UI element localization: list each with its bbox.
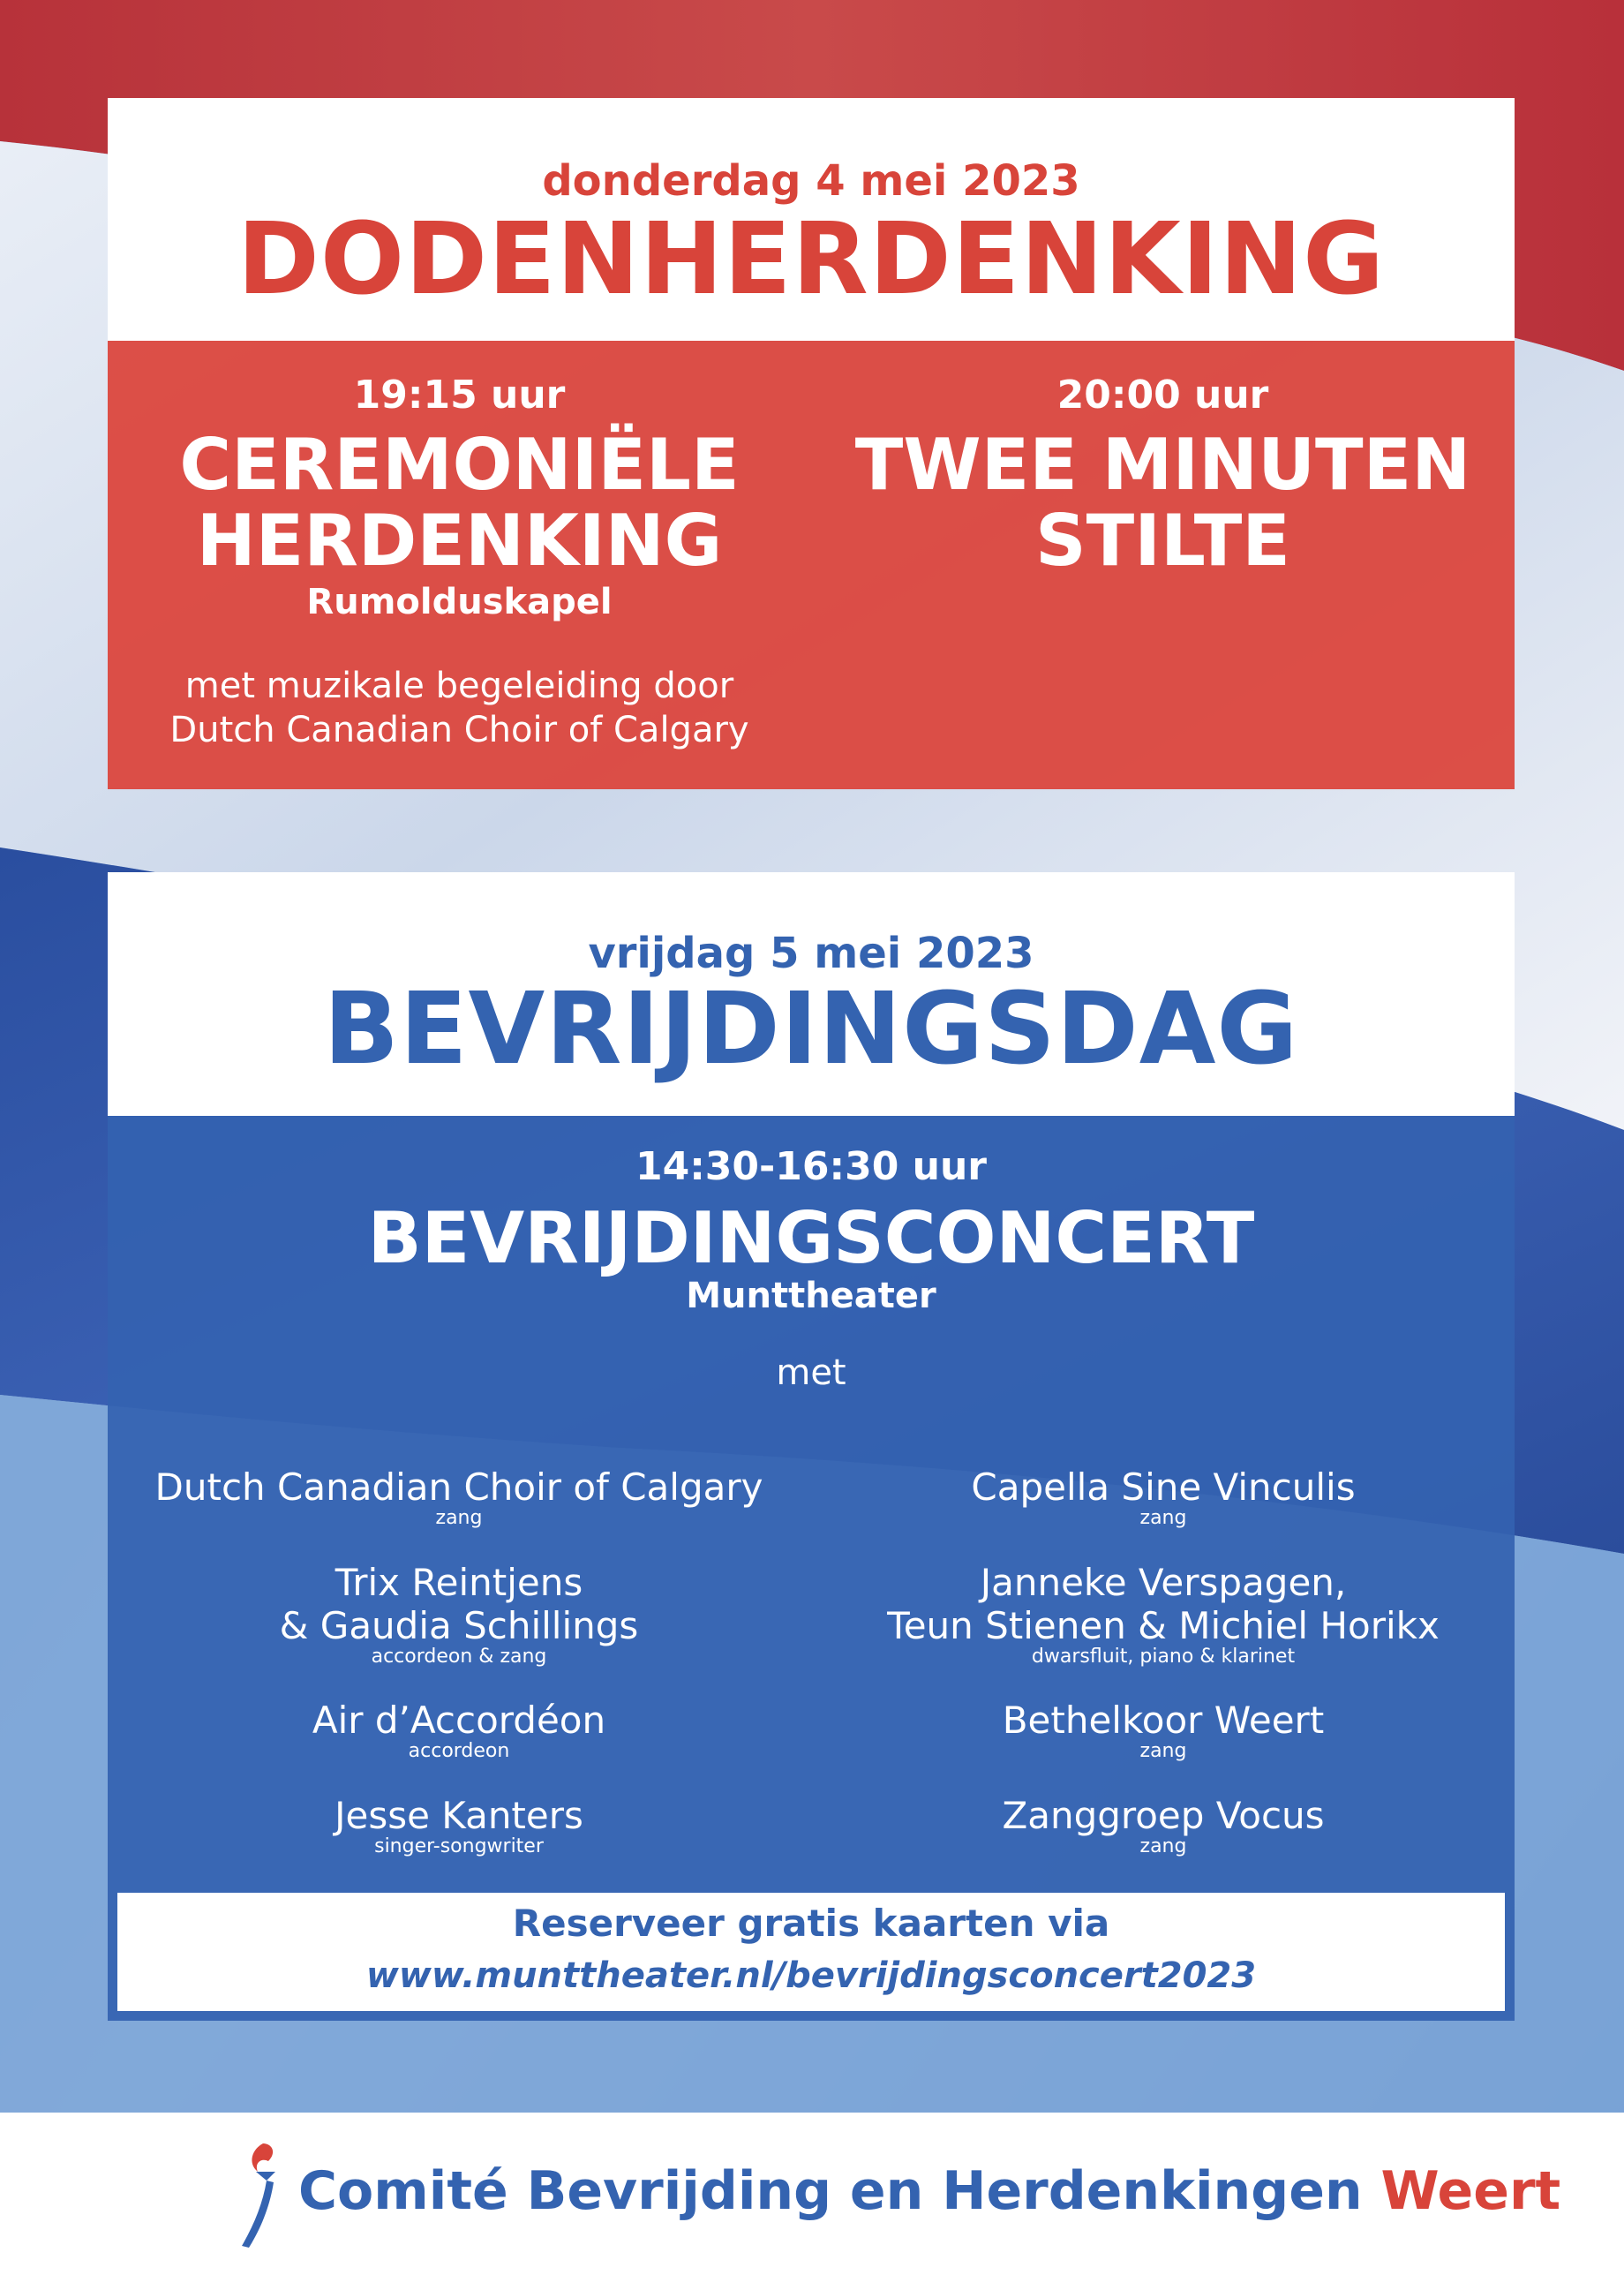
remembrance-header (108, 98, 1515, 341)
concert-block (108, 1144, 1515, 1395)
ceremony-venue: Rumolduskapel (306, 582, 613, 622)
performer (819, 1794, 1507, 1857)
concert-title: BEVRIJDINGSCONCERT (367, 1197, 1255, 1279)
performer (115, 1561, 803, 1667)
performer-role: zang (1139, 1507, 1187, 1529)
performer-name: Jesse Kanters (335, 1794, 583, 1837)
performer-role: zang (1139, 1740, 1187, 1762)
performer-role: accordeon & zang (371, 1646, 547, 1668)
reservation-box (117, 1893, 1505, 2011)
liberation-body (108, 1116, 1515, 2021)
performer (115, 1465, 803, 1528)
performer (115, 1699, 803, 1761)
performer-role: singer-songwriter (374, 1835, 544, 1857)
silence-column (811, 373, 1515, 582)
ceremony-column (108, 373, 811, 752)
silence-time: 20:00 uur (1056, 373, 1269, 418)
reservation-url[interactable]: www.munttheater.nl/bevrijdingsconcert2023 (365, 1955, 1257, 1996)
concert-time: 14:30-16:30 uur (635, 1144, 988, 1189)
performer-name-line2: & Gaudia Schillings (279, 1604, 639, 1647)
concert-with: met (776, 1352, 846, 1393)
concert-venue: Munttheater (686, 1276, 936, 1316)
silence-title-line2: STILTE (1035, 500, 1290, 582)
performer-role: zang (1139, 1835, 1187, 1857)
performer-role: zang (435, 1507, 483, 1529)
ceremony-note-line1: met muzikale begeleiding door (184, 666, 734, 706)
performer (819, 1561, 1507, 1667)
organization-city: Weert (1380, 2160, 1561, 2222)
organization-name (298, 2160, 1561, 2222)
performer-name: Janneke Verspagen, (980, 1561, 1347, 1604)
performer (819, 1465, 1507, 1528)
ceremony-title-line2: HERDENKING (196, 500, 723, 582)
organization-name-main: Comité Bevrijding en Herdenkingen (298, 2160, 1363, 2222)
performer-name: Bethelkoor Weert (1002, 1699, 1325, 1742)
ceremony-title-line1: CEREMONIËLE (179, 424, 740, 506)
remembrance-date: donderdag 4 mei 2023 (542, 156, 1080, 206)
liberation-header (108, 872, 1515, 1116)
ceremony-time: 19:15 uur (353, 373, 566, 418)
reservation-line: Reserveer gratis kaarten via (512, 1902, 1110, 1945)
performer-name: Capella Sine Vinculis (971, 1465, 1356, 1509)
performer-name: Zanggroep Vocus (1002, 1794, 1325, 1837)
torch-logo-icon (228, 2136, 298, 2251)
performer (819, 1699, 1507, 1761)
performer-name: Dutch Canadian Choir of Calgary (154, 1465, 763, 1509)
ceremony-note-line2: Dutch Canadian Choir of Calgary (169, 710, 749, 750)
silence-title-line1: TWEE MINUTEN (854, 424, 1471, 506)
performer (115, 1794, 803, 1857)
performer-name-line2: Teun Stienen & Michiel Horikx (887, 1604, 1440, 1647)
performer-name: Trix Reintjens (335, 1561, 583, 1604)
liberation-title: BEVRIJDINGSDAG (323, 972, 1299, 1087)
performer-name: Air d’Accordéon (312, 1699, 606, 1742)
liberation-date: vrijdag 5 mei 2023 (588, 929, 1034, 978)
remembrance-body (108, 341, 1515, 789)
remembrance-title: DODENHERDENKING (237, 202, 1386, 317)
performer-role: dwarsfluit, piano & klarinet (1031, 1646, 1296, 1668)
performer-role: accordeon (408, 1740, 510, 1762)
